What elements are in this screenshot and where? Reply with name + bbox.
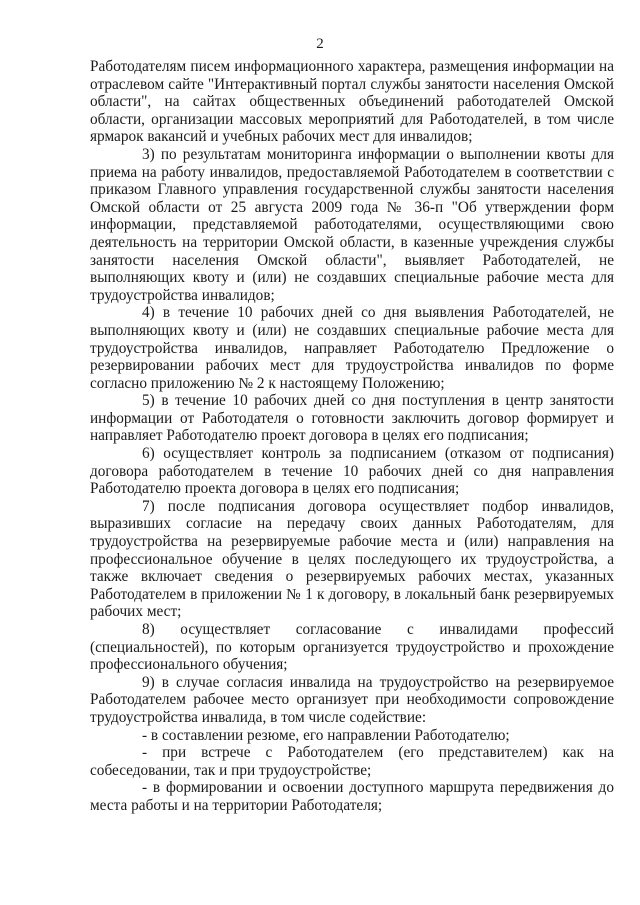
paragraph-item-9: 9) в случае согласия инвалида на трудоустройство на резервируемое Работодателем рабочее место организует при необходимости сопровождение трудоустройства инвалида, в том числе содействие: [90, 673, 614, 726]
paragraph-item-5: 5) в течение 10 рабочих дней со дня поступления в центр занятости информации от Работодателя о готовности заключить договор формирует и направляет Работодателю проект договора в целях его подписания; [90, 392, 614, 445]
paragraph-continuation: Работодателям писем информационного характера, размещения информации на отраслевом сайте "Интерактивный портал службы занятости населения Омской области", на сайтах общественных объединений работодателей Омской области, организации массовых мероприятий для Работодателей, в том числе ярмарок вакансий и учебных рабочих мест для инвалидов; [90, 58, 614, 146]
paragraph-item-4: 4) в течение 10 рабочих дней со дня выявления Работодателей, не выполняющих квоту и (или) не создавших специальные рабочие места для трудоустройства инвалидов, направляет Работодателю Предложение о резервировании рабочих мест для трудоустройства инвалидов по форме согласно приложению № 2 к настоящему Положению; [90, 304, 614, 392]
list-item-route: - в формировании и освоении доступного маршрута передвижения до места работы и на территории Работодателя; [90, 779, 614, 814]
list-item-resume: - в составлении резюме, его направлении Работодателю; [142, 726, 510, 744]
list-item-meeting: - при встрече с Работодателем (его представителем) как на собеседовании, так и при трудоустройстве; [90, 744, 614, 779]
page-number: 2 [316, 36, 324, 52]
paragraph-item-6: 6) осуществляет контроль за подписанием (отказом от подписания) договора работодателем в течение 10 рабочих дней со дня направления Работодателю проекта договора в целях его подписания; [90, 445, 614, 498]
document-body [90, 58, 614, 815]
paragraph-item-7: 7) после подписания договора осуществляет подбор инвалидов, выразивших согласие на передачу своих данных Работодателям, для трудоустройства на резервируемые рабочие места и (или) направления на профессиональное обучение в целях последующего их трудоустройства, а также включает сведения о резервируемых рабочих местах, указанных Работодателем в приложении № 1 к договору, в локальный банк резервируемых рабочих мест; [90, 497, 614, 621]
paragraph-item-3: 3) по результатам мониторинга информации о выполнении квоты для приема на работу инвалидов, предоставляемой Работодателем в соответствии с приказом Главного управления государственной службы занятости населения Омской области от 25 августа 2009 года № 36-п "Об утверждении форм информации, представляемой работодателями, осуществляющими свою деятельность на территории Омской области, в казенные учреждения службы занятости населения Омской области", выявляет Работодателей, не выполняющих квоту и (или) не создавших специальные рабочие места для трудоустройства инвалидов; [90, 145, 614, 304]
paragraph-item-8: 8) осуществляет согласование с инвалидами профессий (специальностей), по которым организуется трудоустройство и прохождение профессионального обучения; [90, 621, 614, 674]
